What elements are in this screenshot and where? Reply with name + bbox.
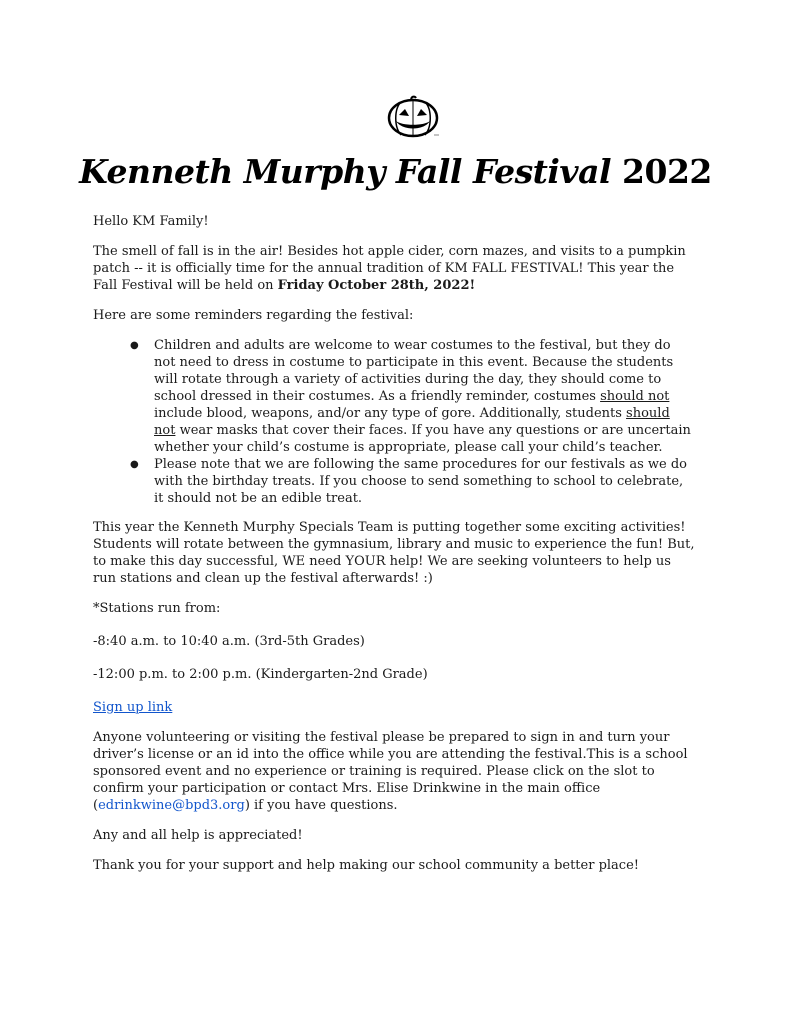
bullet1-part-b: include blood, weapons, and/or any type of gore. Additionally, students [154,406,627,421]
page-title [0,150,791,194]
volunteer-end: ) if you have questions. [244,798,398,813]
specials-paragraph: This year the Kenneth Murphy Specials Team is putting together some exciting activities! Students will rotate between the gymnasium, library and music to experience the fun! But, to make this day successful, WE need YOUR help! We are seeking volunteers to help us run stations and clean up the festival afterwards! :) [93,520,695,586]
signup-paragraph [93,699,695,716]
greeting: Hello KM Family! [93,214,209,229]
list-item: ● Please note that we are following the same procedures for our festivals as we do with the birthday treats. If you choose to send something to school to celebrate, it should not be an edible treat. [154,456,695,507]
list-item [154,337,695,456]
intro-paragraph [93,243,695,294]
letter-body [93,213,695,887]
bullet1-emphasis-2: should not [154,406,670,438]
festival-date: Friday October 28th, 2022! [277,278,476,293]
stations-label: *Stations run from: [93,601,221,616]
title-year: 2022 [622,152,712,191]
reminders-intro: Here are some reminders regarding the festival: [93,308,414,323]
reminders-list [93,337,695,507]
contact-email[interactable]: edrinkwine@bpd3.org [98,798,245,813]
bullet1-emphasis-1: should not [600,389,670,404]
station-time-1: -8:40 a.m. to 10:40 a.m. (3rd-5th Grades) [93,634,365,649]
intro-text: The smell of fall is in the air! Besides hot apple cider, corn mazes, and visits to a pumpkin patch -- it is officially time for the annual tradition of KM FALL FESTIVAL! This year the Fall Festival will be held on [93,244,686,293]
volunteer-text: Anyone volunteering or visiting the festival please be prepared to sign in and turn your driver’s license or an id into the office while you are attending the festival.This is a school sponsored event and no experience or training is required. Please click on the slot to confirm your participation or contact Mrs. Elise Drinkwine in the main office ( [93,730,688,813]
jack-o-lantern-icon [384,95,442,141]
bullet1-part-a: Children and adults are welcome to wear costumes to the festival, but they do not need to dress in costume to participate in this event. Because the students will rotate through a variety of activities during the day, they should come to school dressed in their costumes. As a friendly reminder, costumes [154,338,674,404]
station-time-2: -12:00 p.m. to 2:00 p.m. (Kindergarten-2nd Grade) [93,667,428,682]
volunteer-paragraph [93,729,695,814]
thanks-line: Thank you for your support and help making our school community a better place! [93,858,639,873]
signup-link[interactable]: Sign up link [93,700,173,715]
title-main: Kenneth Murphy Fall Festival [79,152,612,191]
bullet1-part-c: wear masks that cover their faces. If you have any questions or are uncertain whether your child’s costume is appropriate, please call your child’s teacher. [154,423,691,455]
appreciated-line: Any and all help is appreciated! [93,828,303,843]
